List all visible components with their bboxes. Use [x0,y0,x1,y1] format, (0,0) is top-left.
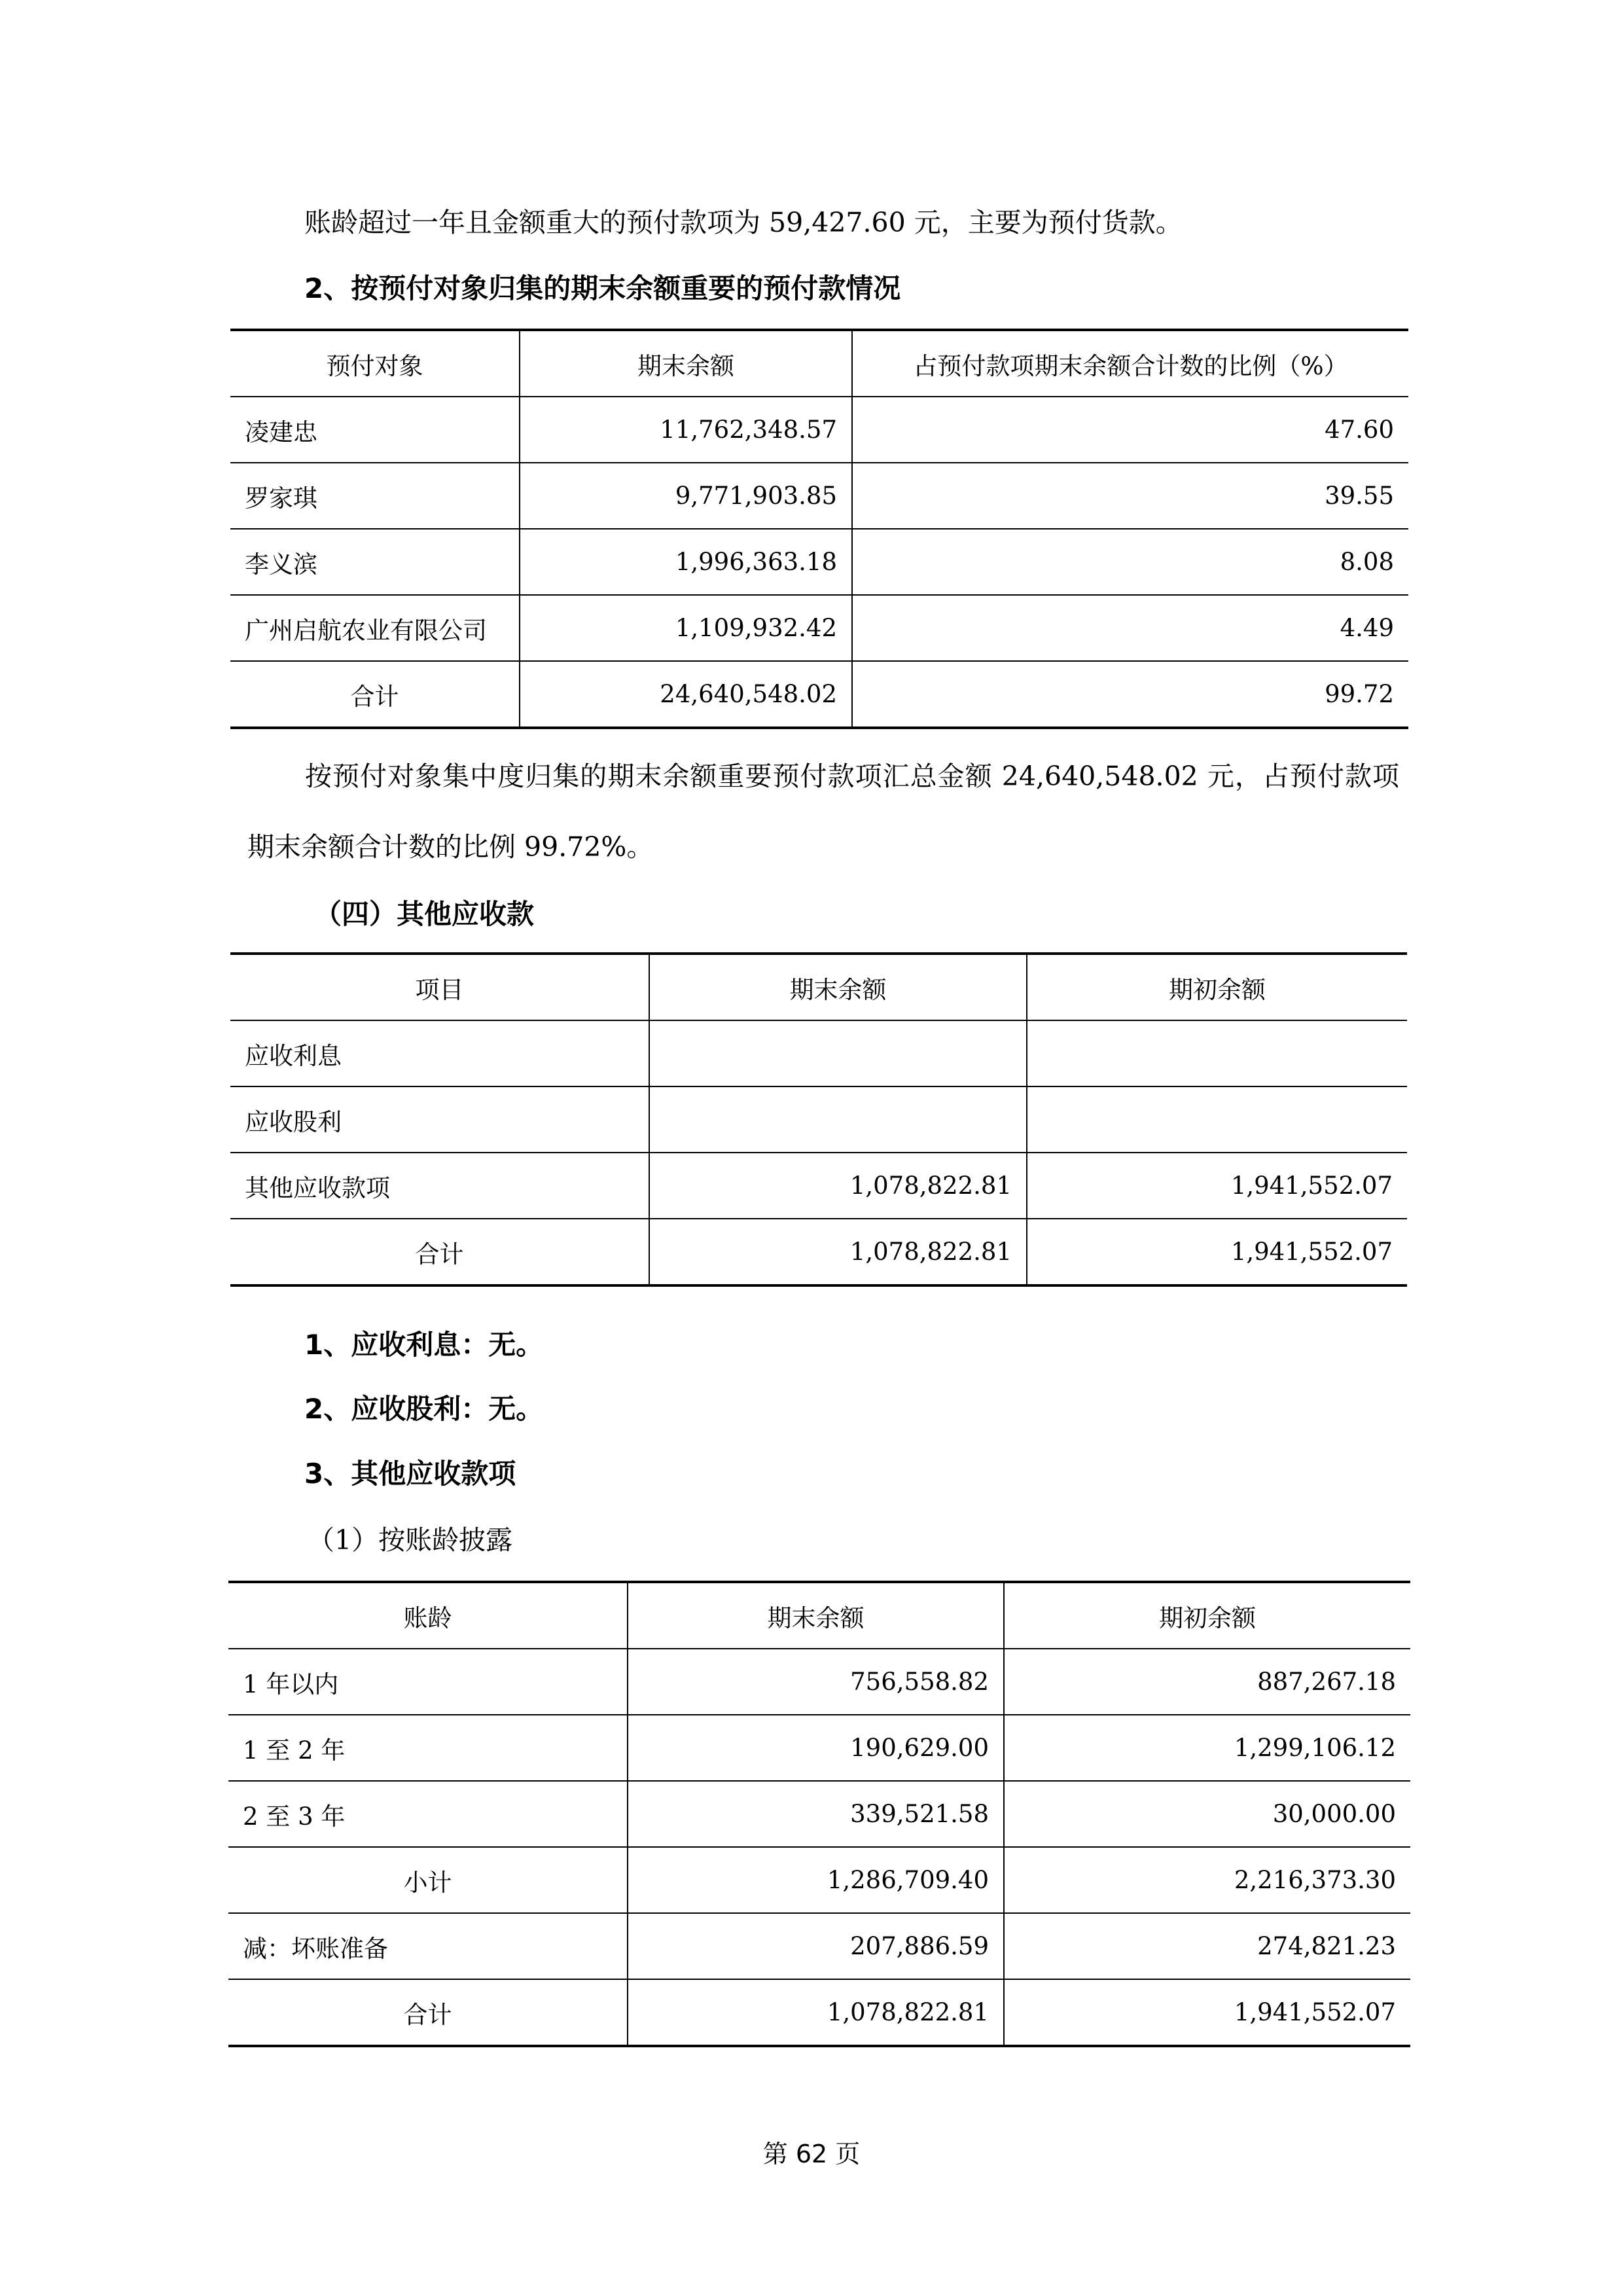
table-cell: 罗家琪 [230,463,520,529]
table-row [228,1649,1410,1715]
header-cell: 期初余额 [1004,1582,1410,1649]
table-cell: 11,762,348.57 [520,397,852,463]
table-total-row [230,1219,1407,1285]
table-total-row [230,661,1408,728]
page-prefix: 第 [762,2140,788,2168]
table-cell: 99.72 [852,661,1408,728]
table-cell: 合计 [228,1979,628,2046]
table-cell [649,1020,1027,1086]
table-row [228,1715,1410,1781]
table-row [230,397,1408,463]
aging-subheading: （1）按账龄披露 [308,1524,513,1556]
table-cell: 广州启航农业有限公司 [230,595,520,661]
table-cell: 1,078,822.81 [649,1153,1027,1219]
table-cell: 8.08 [852,529,1408,595]
table-row [228,1781,1410,1847]
table-cell: 1,078,822.81 [649,1219,1027,1285]
table-cell: 应收股利 [230,1086,649,1153]
page-number: 62 [795,2140,828,2168]
page-footer [0,2134,1623,2170]
table-cell: 1,941,552.07 [1004,1979,1410,2046]
table-row [230,1020,1407,1086]
table-cell: 30,000.00 [1004,1781,1410,1847]
table-cell: 190,629.00 [628,1715,1004,1781]
table-row [230,1086,1407,1153]
table-cell: 9,771,903.85 [520,463,852,529]
item-3-heading: 3、其他应收款项 [304,1458,516,1490]
table-cell: 凌建忠 [230,397,520,463]
table-cell: 756,558.82 [628,1649,1004,1715]
header-cell: 账龄 [228,1582,628,1649]
table-subtotal-row [228,1847,1410,1913]
table-cell [1027,1086,1407,1153]
header-cell: 项目 [230,954,649,1020]
intro-paragraph: 账龄超过一年且金额重大的预付款项为 59,427.60 元，主要为预付货款。 [304,207,1183,238]
section-2-note: 按预付对象集中度归集的期末余额重要预付款项汇总金额 24,640,548.02 元，占预付款项期末余额合计数的比例 99.72%。 [247,761,1399,863]
table-cell [1027,1020,1407,1086]
table-cell: 1,941,552.07 [1027,1219,1407,1285]
table-cell: 1,299,106.12 [1004,1715,1410,1781]
table-cell: 39.55 [852,463,1408,529]
table-cell: 合计 [230,661,520,728]
table-cell: 1,941,552.07 [1027,1153,1407,1219]
item-1-heading: 1、应收利息：无。 [304,1329,544,1361]
header-cell: 期初余额 [1027,954,1407,1020]
table-cell: 274,821.23 [1004,1913,1410,1979]
page-suffix: 页 [835,2140,861,2168]
table-cell: 207,886.59 [628,1913,1004,1979]
table-cell: 小计 [228,1847,628,1913]
table-cell: 47.60 [852,397,1408,463]
section-4-heading: （四）其他应收款 [314,898,535,930]
item-2-heading: 2、应收股利：无。 [304,1393,544,1425]
header-cell: 期末余额 [628,1582,1004,1649]
table-cell: 2,216,373.30 [1004,1847,1410,1913]
table-cell: 2 至 3 年 [228,1781,628,1847]
table-cell: 应收利息 [230,1020,649,1086]
header-cell: 期末余额 [520,330,852,397]
table-cell [649,1086,1027,1153]
table-row [230,595,1408,661]
table-cell: 4.49 [852,595,1408,661]
table-row [230,1153,1407,1219]
header-cell: 预付对象 [230,330,520,397]
aging-table [228,1581,1410,2047]
prepayment-table [230,329,1408,729]
table-cell: 1 年以内 [228,1649,628,1715]
table-cell: 887,267.18 [1004,1649,1410,1715]
section-2-heading: 2、按预付对象归集的期末余额重要的预付款情况 [304,272,901,304]
table-header-row [230,330,1408,397]
table-header-row [230,954,1407,1020]
header-cell: 期末余额 [649,954,1027,1020]
table-cell: 24,640,548.02 [520,661,852,728]
table-cell: 合计 [230,1219,649,1285]
table-cell: 1 至 2 年 [228,1715,628,1781]
table-cell: 李义滨 [230,529,520,595]
table-cell: 1,996,363.18 [520,529,852,595]
table-cell: 1,078,822.81 [628,1979,1004,2046]
table-cell: 减：坏账准备 [228,1913,628,1979]
table-header-row [228,1582,1410,1649]
table-cell: 其他应收款项 [230,1153,649,1219]
table-row [230,463,1408,529]
header-cell: 占预付款项期末余额合计数的比例（%） [852,330,1408,397]
table-cell: 1,109,932.42 [520,595,852,661]
table-cell: 1,286,709.40 [628,1847,1004,1913]
table-row [230,529,1408,595]
other-receivables-table [230,952,1407,1287]
table-cell: 339,521.58 [628,1781,1004,1847]
table-total-row [228,1979,1410,2046]
table-row [228,1913,1410,1979]
